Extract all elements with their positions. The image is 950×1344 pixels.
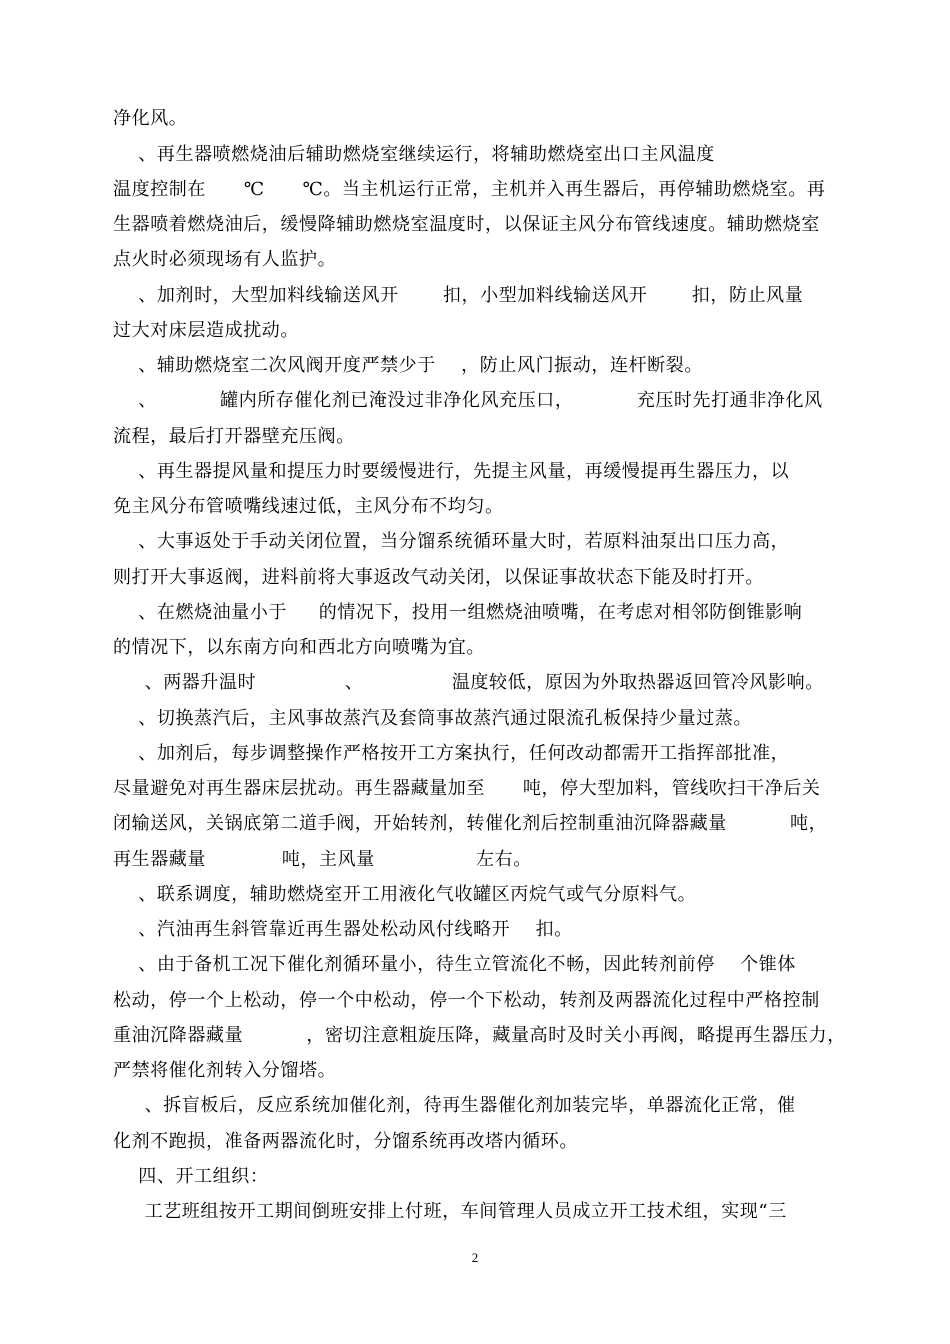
text-line: 重油沉降器藏量 ，密切注意粗旋压降，藏量高时及时关小再阀，略提再生器压力， xyxy=(113,1025,846,1046)
text-line: 、 罐内所存催化剂已淹没过非净化风充压口， 充压时先打通非净化风 xyxy=(113,390,823,411)
text-line: 的情况下，以东南方向和西北方向喷嘴为宜。 xyxy=(113,637,485,658)
text-line: 工艺班组按开工期间倒班安排上付班，车间管理人员成立开工技术组，实现“三 xyxy=(113,1201,787,1222)
text-line: 化剂不跑损，准备两器流化时，分馏系统再改塔内循环。 xyxy=(113,1131,578,1152)
text-line: 点火时必须现场有人监护。 xyxy=(113,249,337,270)
text-line: 免主风分布管喷嘴线速过低，主风分布不均匀。 xyxy=(113,496,504,517)
text-line: 、拆盲板后，反应系统加催化剂，待再生器催化剂加装完毕，单器流化正常，催 xyxy=(113,1095,796,1116)
text-line: 、加剂后，每步调整操作严格按开工方案执行，任何改动都需开工指挥部批准， xyxy=(113,743,790,764)
text-line: 过大对床层造成扰动。 xyxy=(113,320,299,341)
text-line: 温度控制在 ℃ ℃。当主机运行正常，主机并入再生器后，再停辅助燃烧室。再 xyxy=(113,179,826,200)
text-line: 生器喷着燃烧油后，缓慢降辅助燃烧室温度时，以保证主风分布管线速度。辅助燃烧室 xyxy=(113,214,820,235)
text-line: 、汽油再生斜管靠近再生器处松动风付线略开 扣。 xyxy=(113,919,573,940)
text-line: 流程，最后打开器壁充压阀。 xyxy=(113,426,355,447)
text-line: 、切换蒸汽后，主风事故蒸汽及套筒事故蒸汽通过限流孔板保持少量过蒸。 xyxy=(113,708,753,729)
text-line: 四、开工组织： xyxy=(113,1166,269,1187)
text-line: 闭输送风，关锅底第二道手阀，开始转剂，转催化剂后控制重油沉降器藏量 吨， xyxy=(113,813,828,834)
text-line: 、大事返处于手动关闭位置，当分馏系统循环量大时，若原料油泵出口压力高， xyxy=(113,531,790,552)
text-line: 、加剂时，大型加料线输送风开 扣，小型加料线输送风开 扣，防止风量 xyxy=(113,285,804,306)
text-line: 则打开大事返阀，进料前将大事返改气动关闭，以保证事故状态下能及时打开。 xyxy=(113,567,764,588)
text-line: 、再生器喷燃烧油后辅助燃烧室继续运行，将辅助燃烧室出口主风温度 xyxy=(113,144,715,165)
text-line: 尽量避免对再生器床层扰动。再生器藏量加至 吨，停大型加料，管线吹扫干净后关 xyxy=(113,778,821,799)
text-line: 、再生器提风量和提压力时要缓慢进行，先提主风量，再缓慢提再生器压力，以 xyxy=(113,461,790,482)
text-line: 、两器升温时 、 温度较低，原因为外取热器返回管冷风影响。 xyxy=(113,672,824,693)
text-line: 、辅助燃烧室二次风阀开度严禁少于 ，防止风门振动，连杆断裂。 xyxy=(113,355,703,376)
text-line: 再生器藏量 吨，主风量 左右。 xyxy=(113,849,532,870)
page-number: 2 xyxy=(471,1250,479,1265)
text-line: 净化风。 xyxy=(113,108,188,129)
text-line: 、联系调度，辅助燃烧室开工用液化气收罐区丙烷气或气分原料气。 xyxy=(113,884,697,905)
text-line: 、由于备机工况下催化剂循环量小，待生立管流化不畅，因此转剂前停 个锥体 xyxy=(113,954,796,975)
text-line: 、在燃烧油量小于 的情况下，投用一组燃烧油喷嘴，在考虑对相邻防倒锥影响 xyxy=(113,602,803,623)
text-line: 严禁将催化剂转入分馏塔。 xyxy=(113,1060,337,1081)
text-line: 松动，停一个上松动，停一个中松动，停一个下松动，转剂及两器流化过程中严格控制 xyxy=(113,990,820,1011)
